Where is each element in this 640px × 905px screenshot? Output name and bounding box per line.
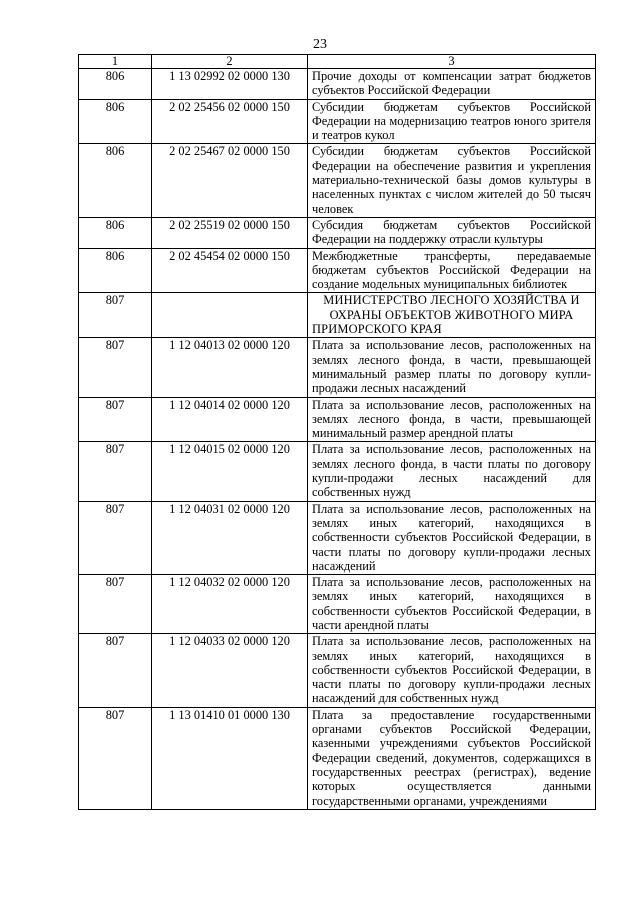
- admin-code-cell: 807: [79, 397, 152, 442]
- table-row: [79, 397, 596, 442]
- description-cell: Плата за использование лесов, расположенных на землях лесного фонда, в части платы по договору купли-продажи лесных насаждений для собственных нужд: [308, 442, 596, 501]
- table-header: [79, 55, 596, 69]
- budget-code-cell: 1 13 02992 02 0000 130: [152, 69, 308, 100]
- description-cell: Субсидии бюджетам субъектов Российской Федерации на обеспечение развития и укрепления материально-технической базы домов культуры в населенных пунктах с числом жителей до 50 тысяч человек: [308, 144, 596, 217]
- description-cell: Плата за использование лесов, расположенных на землях иных категорий, находящихся в собственности субъектов Российской Федерации, в части платы по договору купли-продажи лесных насаждений для собственных нужд: [308, 634, 596, 707]
- budget-code-cell: 2 02 25456 02 0000 150: [152, 99, 308, 144]
- admin-code-cell: 807: [79, 293, 152, 338]
- column-header-3: 3: [308, 55, 596, 69]
- budget-code-cell: 2 02 25519 02 0000 150: [152, 217, 308, 248]
- admin-code-cell: 806: [79, 217, 152, 248]
- table-row: [79, 634, 596, 707]
- column-header-1: 1: [79, 55, 152, 69]
- description-cell: Плата за использование лесов, расположенных на землях лесного фонда, в части, превышающей минимальный размер платы по договору купли-продажи лесных насаждений: [308, 338, 596, 397]
- description-cell: Межбюджетные трансферты, передаваемые бюджетам субъектов Российской Федерации на создание модельных муниципальных библиотек: [308, 248, 596, 293]
- table-row: [79, 442, 596, 501]
- budget-code-cell: 1 12 04033 02 0000 120: [152, 634, 308, 707]
- description-cell: Субсидии бюджетам субъектов Российской Федерации на модернизацию театров юного зрителя и театров кукол: [308, 99, 596, 144]
- admin-code-cell: 807: [79, 575, 152, 634]
- table-row: [79, 69, 596, 100]
- admin-code-cell: 806: [79, 69, 152, 100]
- ministry-heading-cell: МИНИСТЕРСТВО ЛЕСНОГО ХОЗЯЙСТВА И ОХРАНЫ ОБЪЕКТОВ ЖИВОТНОГО МИРА ПРИМОРСКОГО КРАЯ: [308, 293, 596, 338]
- table-row-section-heading: [79, 293, 596, 338]
- table-row: [79, 99, 596, 144]
- table-row: [79, 217, 596, 248]
- description-cell: Субсидия бюджетам субъектов Российской Федерации на поддержку отрасли культуры: [308, 217, 596, 248]
- table-row: [79, 707, 596, 809]
- admin-code-cell: 807: [79, 634, 152, 707]
- description-cell: Плата за использование лесов, расположенных на землях лесного фонда, в части, превышающей минимальный размер арендной платы: [308, 397, 596, 442]
- description-cell: Прочие доходы от компенсации затрат бюджетов субъектов Российской Федерации: [308, 69, 596, 100]
- admin-code-cell: 807: [79, 442, 152, 501]
- budget-code-cell: 1 12 04014 02 0000 120: [152, 397, 308, 442]
- admin-code-cell: 806: [79, 99, 152, 144]
- table-row: [79, 501, 596, 574]
- budget-code-cell: 2 02 25467 02 0000 150: [152, 144, 308, 217]
- budget-code-cell: 2 02 45454 02 0000 150: [152, 248, 308, 293]
- revenue-codes-table: [78, 54, 596, 810]
- description-cell: Плата за предоставление государственными органами субъектов Российской Федерации, казенными учреждениями субъектов Российской Федерации сведений, документов, содержащихся в государственных реестрах (регистрах), ведение которых осуществляется данными государственными органами, учреждениями: [308, 707, 596, 809]
- column-header-2: 2: [152, 55, 308, 69]
- description-cell: Плата за использование лесов, расположенных на землях иных категорий, находящихся в собственности субъектов Российской Федерации, в части арендной платы: [308, 575, 596, 634]
- admin-code-cell: 806: [79, 248, 152, 293]
- admin-code-cell: 807: [79, 707, 152, 809]
- table-row: [79, 575, 596, 634]
- admin-code-cell: 807: [79, 501, 152, 574]
- admin-code-cell: 806: [79, 144, 152, 217]
- table-row: [79, 338, 596, 397]
- budget-code-cell: 1 12 04031 02 0000 120: [152, 501, 308, 574]
- admin-code-cell: 807: [79, 338, 152, 397]
- table-row: [79, 248, 596, 293]
- budget-code-cell: 1 12 04013 02 0000 120: [152, 338, 308, 397]
- budget-code-cell: [152, 293, 308, 338]
- table-row: [79, 144, 596, 217]
- page-number: 23: [313, 37, 327, 52]
- budget-code-cell: 1 12 04015 02 0000 120: [152, 442, 308, 501]
- description-cell: Плата за использование лесов, расположенных на землях иных категорий, находящихся в собственности субъектов Российской Федерации, в части платы по договору купли-продажи лесных насаждений: [308, 501, 596, 574]
- budget-code-cell: 1 12 04032 02 0000 120: [152, 575, 308, 634]
- budget-code-cell: 1 13 01410 01 0000 130: [152, 707, 308, 809]
